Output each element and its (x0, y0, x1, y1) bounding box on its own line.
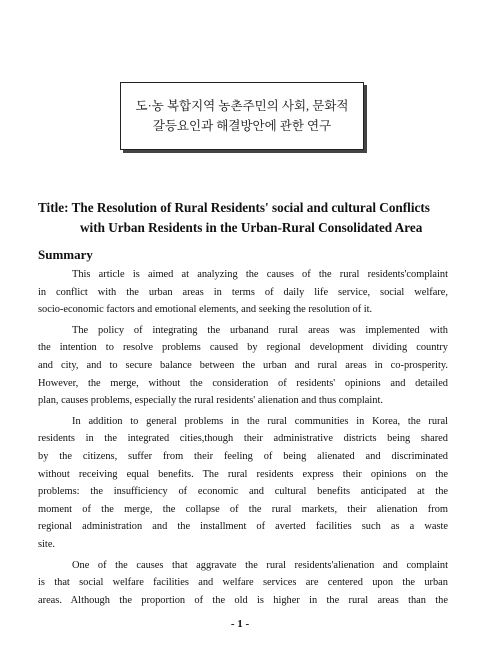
korean-title-box (120, 82, 364, 150)
paragraph-2-line-3: and city, and to secure balance between the urban and rural areas in co-prosperity. (38, 359, 448, 371)
paragraph-3-line-6: moment of the merge, the collapse of the rural markets, their alienation from (38, 503, 448, 515)
paragraph-2-line-1: The policy of integrating the urbanand rural areas was implemented with (72, 324, 448, 336)
paragraph-3-line-5: problems: the insufficiency of economic and cultural benefits anticipated at the (38, 486, 448, 498)
paragraph-3-line-8: site. (38, 538, 56, 550)
paragraph-2-line-2: the intention to resolve problems caused by regional development dividing country (38, 342, 448, 354)
english-title-line-2: with Urban Residents in the Urban-Rural Consolidated Area (80, 220, 423, 235)
english-title-line-1: Title: The Resolution of Rural Residents' social and cultural Conflicts (38, 200, 430, 215)
paragraph-1-line-2: in conflict with the urban areas in terms of daily life service, social welfare, (38, 286, 448, 298)
summary-body (38, 266, 448, 609)
page-number: - 1 - (230, 618, 250, 630)
paragraph-2-line-5: plan, causes problems, especially the rural residents' alienation and thus complaint. (38, 395, 383, 407)
paragraph-2-line-4: However, the merge, without the consideration of residents' opinions and detailed (38, 377, 448, 389)
paragraph-3-line-7: regional administration and the installment of averted facilities such as a waste (38, 521, 448, 533)
paragraph-4-line-3: areas. Although the proportion of the old is higher in the rural areas than the (38, 594, 448, 606)
paragraph-3-line-4: without receiving equal benefits. The rural residents express their opinions on the (38, 468, 448, 480)
english-title (38, 198, 458, 238)
korean-title-line-2: 갈등요인과 해결방안에 관한 연구 (152, 119, 332, 133)
paragraph-1-line-1: This article is aimed at analyzing the causes of the rural residents'complaint (72, 269, 448, 280)
paragraph-3-line-2: residents in the integrated cities,though their administrative districts being shared (38, 433, 448, 445)
paragraph-3-line-3: by the citizens, suffer from their feeling of being alienated and discriminated (38, 450, 448, 462)
paragraph-4-line-1: One of the causes that aggravate the rural residents'alienation and complaint (72, 559, 448, 571)
summary-heading: Summary (38, 247, 93, 262)
paragraph-3-line-1: In addition to general problems in the rural communities in Korea, the rural (72, 415, 448, 427)
korean-title-line-1: 도·농 복합지역 농촌주민의 사회, 문화적 (135, 99, 349, 113)
paragraph-4-line-2: is that social welfare facilities and welfare services are centered upon the urban (38, 577, 448, 589)
paragraph-1-line-3: socio-economic factors and emotional elements, and seeking the resolution of it. (38, 304, 373, 316)
